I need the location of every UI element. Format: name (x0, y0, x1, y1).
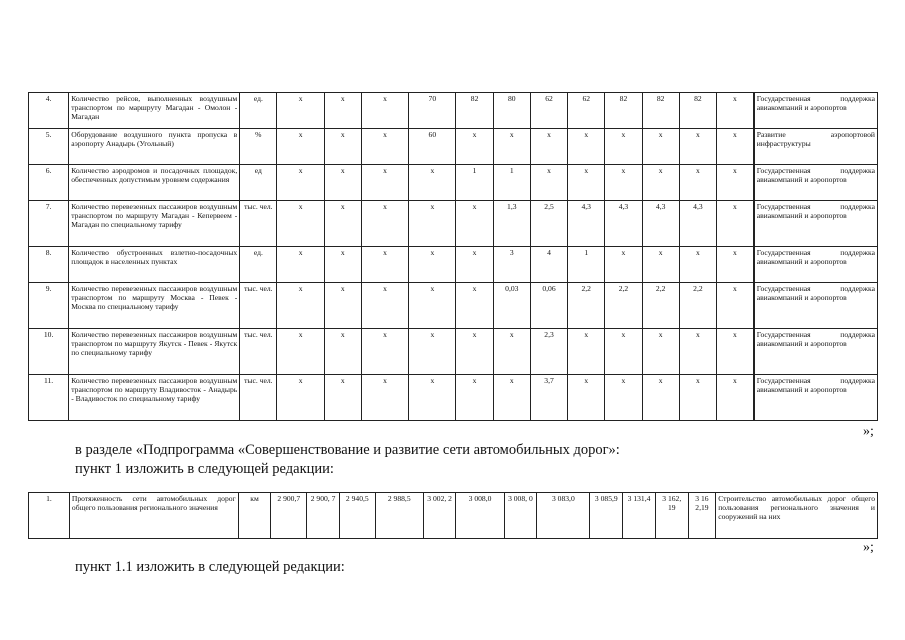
row-number: 7. (29, 201, 69, 247)
measure-note: Государственная поддержка авиакомпаний и аэропортов (754, 283, 878, 329)
indicator-name: Количество перевезенных пассажиров воздушным транспортом по маршруту Якутск - Певек - Якутск по специальному тарифу (69, 329, 240, 375)
value-cell: х (605, 129, 642, 165)
value-cell: х (642, 165, 679, 201)
value-cell: х (277, 165, 324, 201)
value-cell: 82 (642, 93, 679, 129)
value-cell: 3 131,4 (623, 493, 656, 539)
value-cell: х (409, 165, 456, 201)
unit-cell: ед. (240, 247, 277, 283)
value-cell: 1 (493, 165, 530, 201)
value-cell: х (530, 129, 567, 165)
value-cell: х (324, 165, 361, 201)
unit-cell: тыс. чел. (240, 329, 277, 375)
value-cell: х (642, 375, 679, 421)
table-row (29, 129, 878, 165)
indicator-name: Количество перевезенных пассажиров воздушным транспортом по маршруту Владивосток - Анадырь - Владивосток по специальному тарифу (69, 375, 240, 421)
value-cell: 3 002, 2 (423, 493, 456, 539)
row-number: 11. (29, 375, 69, 421)
value-cell: х (642, 129, 679, 165)
value-cell: 3 085,9 (590, 493, 623, 539)
value-cell: 60 (409, 129, 456, 165)
value-cell: 2 988,5 (375, 493, 423, 539)
value-cell: х (642, 329, 679, 375)
value-cell: 70 (409, 93, 456, 129)
value-cell: х (277, 247, 324, 283)
table-row (29, 93, 878, 129)
value-cell: х (679, 247, 716, 283)
unit-cell: % (240, 129, 277, 165)
value-cell: х (679, 375, 716, 421)
value-cell: х (642, 247, 679, 283)
value-cell: 2,2 (605, 283, 642, 329)
value-cell: х (361, 283, 408, 329)
value-cell: х (568, 375, 605, 421)
value-cell: х (409, 329, 456, 375)
value-cell: 0,06 (530, 283, 567, 329)
value-cell: 3 162, 19 (655, 493, 688, 539)
value-cell: х (361, 201, 408, 247)
row-number: 4. (29, 93, 69, 129)
indicator-name: Количество рейсов, выполненных воздушным транспортом по маршруту Магадан - Омолон - Магадан (69, 93, 240, 129)
value-cell: 62 (568, 93, 605, 129)
value-cell: х (456, 201, 493, 247)
closing-quote-1: »; (863, 424, 874, 439)
section-paragraph: в разделе «Подпрограмма «Совершенствование и развитие сети автомобильных дорог»: (75, 442, 620, 458)
indicator-name: Количество перевезенных пассажиров воздушным транспортом по маршруту Магадан - Кепервеем - Магадан по специальному тарифу (69, 201, 240, 247)
value-cell: 2,2 (568, 283, 605, 329)
value-cell: 3,7 (530, 375, 567, 421)
value-cell: х (456, 375, 493, 421)
measure-note: Государственная поддержка авиакомпаний и аэропортов (754, 247, 878, 283)
value-cell: х (409, 247, 456, 283)
value-cell: х (361, 93, 408, 129)
value-cell: 1 (568, 247, 605, 283)
value-cell: 1 (456, 165, 493, 201)
value-cell: х (605, 375, 642, 421)
value-cell: 3 (493, 247, 530, 283)
value-cell: х (361, 247, 408, 283)
unit-cell: км (238, 493, 271, 539)
value-cell: х (679, 165, 716, 201)
value-cell: 2 900,7 (271, 493, 307, 539)
closing-quote-2: »; (863, 540, 874, 555)
unit-cell: тыс. чел. (240, 375, 277, 421)
indicator-name: Количество обустроенных взлетно-посадочных площадок в населенных пунктах (69, 247, 240, 283)
value-cell: 3 083,0 (537, 493, 590, 539)
value-cell: 2 900, 7 (307, 493, 340, 539)
roads-table (28, 492, 878, 539)
measure-note: Государственная поддержка авиакомпаний и аэропортов (754, 201, 878, 247)
value-cell: х (409, 375, 456, 421)
item-1-1-paragraph: пункт 1.1 изложить в следующей редакции: (75, 559, 345, 575)
value-cell: х (456, 129, 493, 165)
value-cell: х (456, 329, 493, 375)
value-cell: х (605, 329, 642, 375)
value-cell: х (277, 201, 324, 247)
indicator-name: Оборудование воздушного пункта пропуска в аэропорту Анадырь (Угольный) (69, 129, 240, 165)
row-number: 5. (29, 129, 69, 165)
table-row (29, 493, 878, 539)
indicator-name: Протяженность сети автомобильных дорог общего пользования регионального значения (69, 493, 238, 539)
value-cell: 3 008, 0 (504, 493, 537, 539)
value-cell: 62 (530, 93, 567, 129)
value-cell: х (717, 283, 754, 329)
value-cell: х (456, 283, 493, 329)
value-cell: 4,3 (642, 201, 679, 247)
indicator-name: Количество аэродромов и посадочных площадок, обеспеченных допустимым уровнем содержания (69, 165, 240, 201)
value-cell: 1,3 (493, 201, 530, 247)
value-cell: х (605, 165, 642, 201)
value-cell: х (717, 375, 754, 421)
value-cell: х (717, 93, 754, 129)
value-cell: 2 940,5 (339, 493, 375, 539)
value-cell: 4 (530, 247, 567, 283)
value-cell: х (277, 129, 324, 165)
value-cell: 82 (456, 93, 493, 129)
table-row (29, 247, 878, 283)
value-cell: х (493, 129, 530, 165)
value-cell: х (717, 329, 754, 375)
value-cell: 2,2 (642, 283, 679, 329)
table-row (29, 201, 878, 247)
value-cell: х (679, 329, 716, 375)
row-number: 8. (29, 247, 69, 283)
measure-note: Государственная поддержка авиакомпаний и аэропортов (754, 93, 878, 129)
table-row (29, 329, 878, 375)
value-cell: х (277, 283, 324, 329)
unit-cell: тыс. чел. (240, 201, 277, 247)
value-cell: х (568, 129, 605, 165)
measure-note: Строительство автомобильных дорог общего пользования регионального значения и сооружений на них (716, 493, 878, 539)
value-cell: х (530, 165, 567, 201)
value-cell: х (324, 283, 361, 329)
row-number: 9. (29, 283, 69, 329)
value-cell: х (456, 247, 493, 283)
value-cell: 2,3 (530, 329, 567, 375)
value-cell: х (409, 283, 456, 329)
unit-cell: тыс. чел. (240, 283, 277, 329)
value-cell: х (409, 201, 456, 247)
value-cell: х (717, 247, 754, 283)
value-cell: х (568, 329, 605, 375)
value-cell: х (679, 129, 716, 165)
value-cell: 4,3 (568, 201, 605, 247)
unit-cell: ед (240, 165, 277, 201)
table-row (29, 283, 878, 329)
row-number: 6. (29, 165, 69, 201)
value-cell: х (717, 129, 754, 165)
indicators-table (28, 92, 878, 421)
table-row (29, 165, 878, 201)
value-cell: х (324, 375, 361, 421)
value-cell: х (324, 329, 361, 375)
measure-note: Государственная поддержка авиакомпаний и аэропортов (754, 375, 878, 421)
measure-note: Развитие аэропортовой инфраструктуры (754, 129, 878, 165)
row-number: 1. (29, 493, 70, 539)
measure-note: Государственная поддержка авиакомпаний и аэропортов (754, 329, 878, 375)
value-cell: х (277, 375, 324, 421)
value-cell: х (324, 247, 361, 283)
value-cell: 4,3 (679, 201, 716, 247)
value-cell: 3 008,0 (456, 493, 504, 539)
measure-note: Государственная поддержка авиакомпаний и аэропортов (754, 165, 878, 201)
value-cell: 82 (605, 93, 642, 129)
value-cell: 2,2 (679, 283, 716, 329)
value-cell: х (717, 165, 754, 201)
value-cell: х (605, 247, 642, 283)
value-cell: 80 (493, 93, 530, 129)
value-cell: 82 (679, 93, 716, 129)
unit-cell: ед. (240, 93, 277, 129)
value-cell: х (277, 329, 324, 375)
value-cell: х (361, 129, 408, 165)
indicator-name: Количество перевезенных пассажиров воздушным транспортом по маршруту Москва - Певек - Москва по специальному тарифу (69, 283, 240, 329)
table-row (29, 375, 878, 421)
value-cell: х (324, 129, 361, 165)
value-cell: х (277, 93, 324, 129)
value-cell: х (361, 165, 408, 201)
value-cell: х (493, 375, 530, 421)
value-cell: 2,5 (530, 201, 567, 247)
value-cell: х (324, 201, 361, 247)
row-number: 10. (29, 329, 69, 375)
value-cell: х (568, 165, 605, 201)
value-cell: х (717, 201, 754, 247)
value-cell: 3 16 2,19 (688, 493, 716, 539)
item-paragraph: пункт 1 изложить в следующей редакции: (75, 461, 334, 477)
value-cell: х (324, 93, 361, 129)
value-cell: 4,3 (605, 201, 642, 247)
value-cell: х (493, 329, 530, 375)
value-cell: х (361, 329, 408, 375)
value-cell: х (361, 375, 408, 421)
value-cell: 0,03 (493, 283, 530, 329)
